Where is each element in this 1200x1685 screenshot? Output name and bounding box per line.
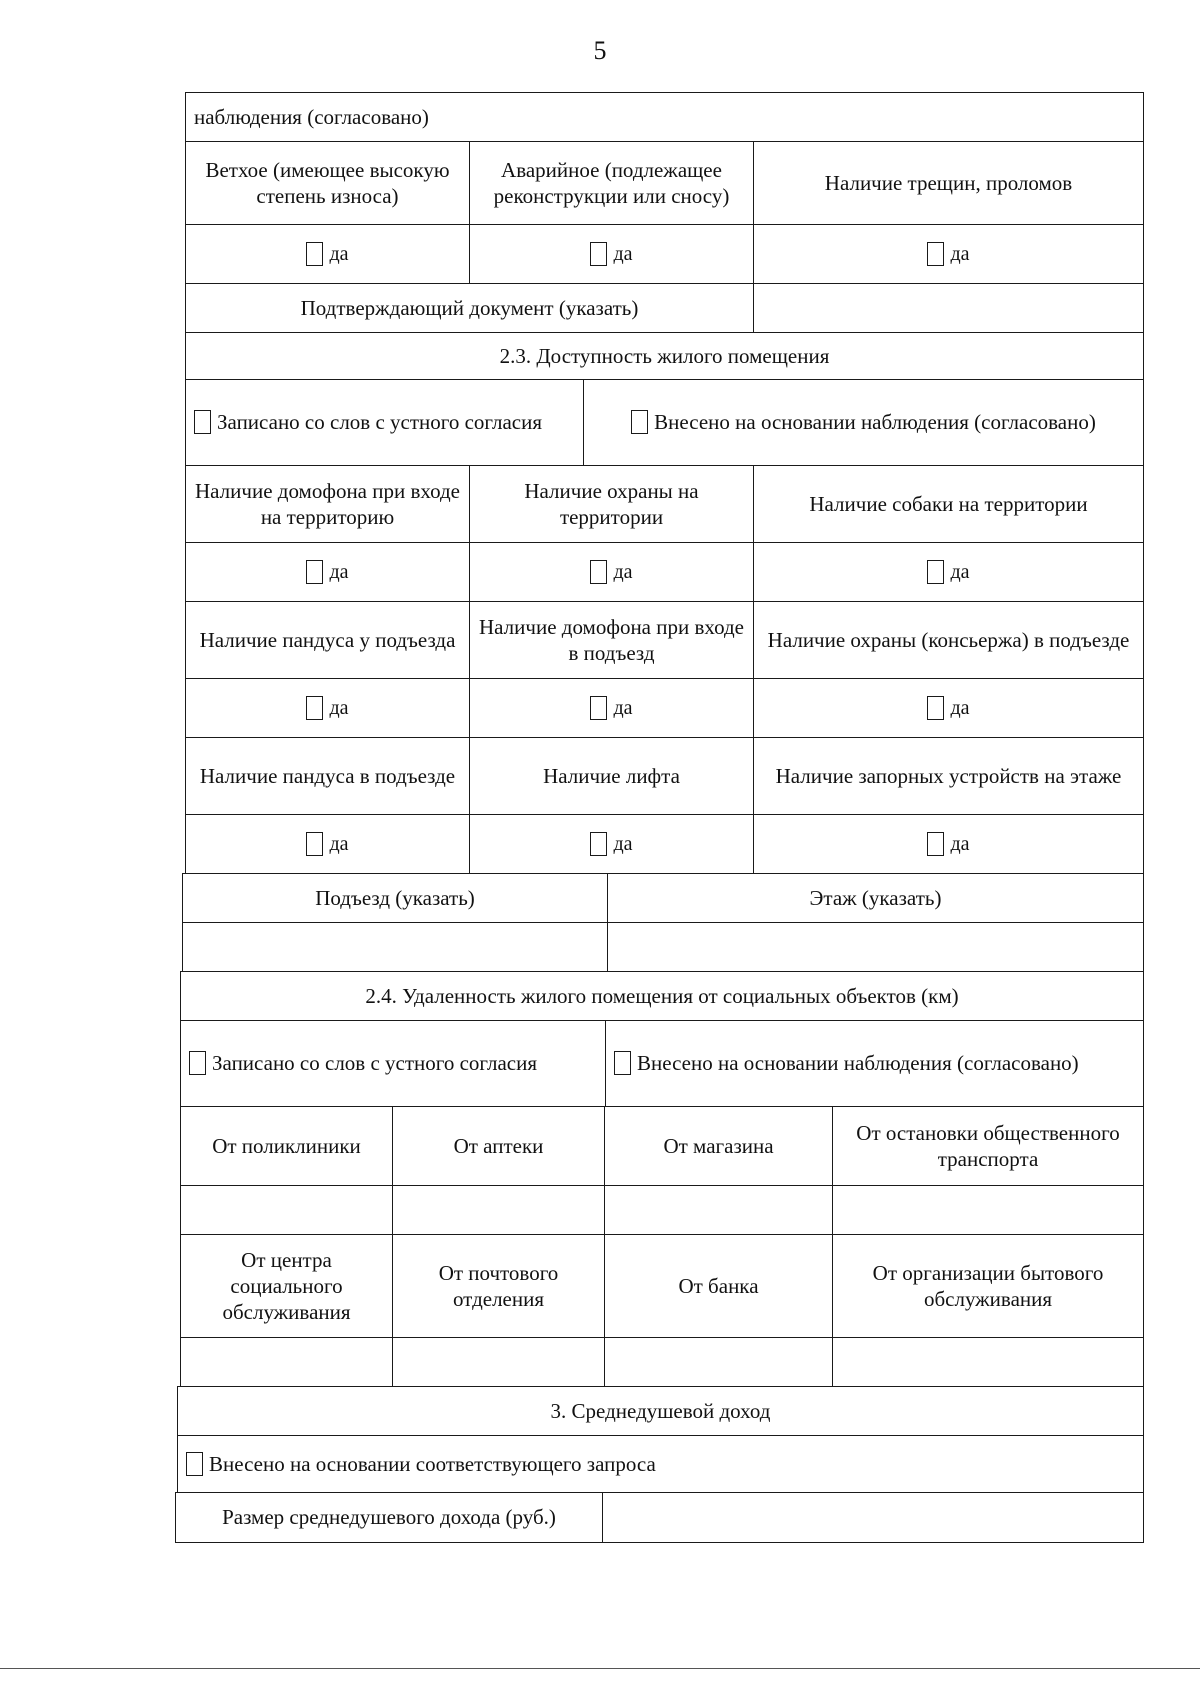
header-shop: [604, 1106, 833, 1186]
income-label: [175, 1492, 603, 1543]
intercom-territory-checkbox[interactable]: [306, 560, 323, 584]
supporting-document-text: Подтверждающий документ (указать): [300, 295, 639, 320]
header-intercom-territory-text: Наличие домофона при входе на территорию: [195, 478, 460, 529]
entrance-label-text: Подъезд (указать): [315, 885, 475, 910]
s24-observed-text: Внесено на основании наблюдения (согласовано): [637, 1051, 1079, 1076]
s24-oral-text: Записано со слов с устного согласия: [212, 1051, 537, 1076]
yes-label: да: [613, 832, 633, 855]
header-guard-entrance: [753, 601, 1144, 679]
post-distance-field[interactable]: [392, 1337, 605, 1387]
s3-request-row[interactable]: [177, 1435, 1144, 1493]
pharmacy-distance-field[interactable]: [392, 1185, 605, 1235]
header-locks-text: Наличие запорных устройств на этаже: [775, 763, 1122, 788]
header-bank-text: От банка: [678, 1273, 759, 1298]
header-pharmacy-text: От аптеки: [453, 1133, 544, 1158]
header-stop-text: От остановки общественного транспорта: [856, 1120, 1120, 1171]
s23-observed-checkbox[interactable]: [631, 410, 648, 434]
header-stop: [832, 1106, 1144, 1186]
entrance-field[interactable]: [182, 922, 608, 972]
header-clinic: [180, 1106, 393, 1186]
header-intercom-territory: [185, 465, 470, 543]
s3-request-checkbox[interactable]: [186, 1452, 203, 1476]
header-pharmacy: [392, 1106, 605, 1186]
header-ramp-inside-text: Наличие пандуса в подъезде: [199, 763, 456, 788]
header-services-text: От организации бытового обслуживания: [872, 1260, 1104, 1311]
header-emergency: [469, 141, 754, 225]
section-2-3-title-text: 2.3. Доступность жилого помещения: [499, 343, 830, 368]
header-emergency-text: Аварийное (подлежащее реконструкции или сносу): [493, 157, 730, 208]
s3-request-text: Внесено на основании соответствующего запроса: [209, 1451, 656, 1476]
supporting-document-label: [185, 283, 754, 333]
guard-territory-checkbox[interactable]: [590, 560, 607, 584]
elevator-checkbox[interactable]: [590, 832, 607, 856]
header-dog: [753, 465, 1144, 543]
header-dilapidated: [185, 141, 470, 225]
header-cracks: [753, 141, 1144, 225]
header-guard-entrance-text: Наличие охраны (консьержа) в подъезде: [767, 627, 1130, 652]
observation-continued-text: наблюдения (согласовано): [194, 104, 429, 129]
observation-continued-row: [185, 92, 1144, 142]
guard-entrance-checkbox[interactable]: [927, 696, 944, 720]
header-locks: [753, 737, 1144, 815]
yes-label: да: [329, 832, 349, 855]
dilapidated-checkbox[interactable]: [306, 242, 323, 266]
header-ramp-inside: [185, 737, 470, 815]
header-clinic-text: От поликлиники: [212, 1133, 361, 1158]
intercom-entrance-checkbox[interactable]: [590, 696, 607, 720]
dog-checkbox[interactable]: [927, 560, 944, 584]
services-distance-field[interactable]: [832, 1337, 1144, 1387]
locks-checkbox[interactable]: [927, 832, 944, 856]
header-dilapidated-text: Ветхое (имеющее высокую степень износа): [205, 157, 450, 208]
emergency-yes-cell[interactable]: [469, 224, 754, 284]
s24-observed-checkbox[interactable]: [614, 1051, 631, 1075]
intercom-territory-yes-cell[interactable]: [185, 542, 470, 602]
s23-oral-checkbox[interactable]: [194, 410, 211, 434]
header-bank: [604, 1234, 833, 1338]
section-2-4-title: [180, 971, 1144, 1021]
yes-label: да: [329, 560, 349, 583]
header-cracks-text: Наличие трещин, проломов: [824, 170, 1073, 195]
intercom-entrance-yes-cell[interactable]: [469, 678, 754, 738]
yes-label: да: [613, 696, 633, 719]
bank-distance-field[interactable]: [604, 1337, 833, 1387]
ramp-inside-checkbox[interactable]: [306, 832, 323, 856]
clinic-distance-field[interactable]: [180, 1185, 393, 1235]
yes-label: да: [613, 560, 633, 583]
header-ramp-entrance: [185, 601, 470, 679]
section-2-3-title: [185, 332, 1144, 380]
floor-field[interactable]: [607, 922, 1144, 972]
header-intercom-entrance-text: Наличие домофона при входе в подъезд: [479, 614, 744, 665]
dilapidated-yes-cell[interactable]: [185, 224, 470, 284]
s23-observed[interactable]: [583, 379, 1144, 466]
yes-label: да: [613, 242, 633, 265]
guard-territory-yes-cell[interactable]: [469, 542, 754, 602]
header-ramp-entrance-text: Наличие пандуса у подъезда: [199, 627, 456, 652]
header-post-text: От почтового отделения: [438, 1260, 559, 1311]
header-post: [392, 1234, 605, 1338]
header-shop-text: От магазина: [663, 1133, 774, 1158]
header-social-center-text: От центра социального обслуживания: [222, 1247, 351, 1325]
dog-yes-cell[interactable]: [753, 542, 1144, 602]
yes-label: да: [329, 242, 349, 265]
header-elevator-text: Наличие лифта: [543, 763, 680, 788]
floor-label: [607, 873, 1144, 923]
ramp-inside-yes-cell[interactable]: [185, 814, 470, 874]
header-social-center: [180, 1234, 393, 1338]
guard-entrance-yes-cell[interactable]: [753, 678, 1144, 738]
yes-label: да: [950, 560, 970, 583]
section-3-title: [177, 1386, 1144, 1436]
yes-label: да: [950, 242, 970, 265]
income-field[interactable]: [602, 1492, 1144, 1543]
entrance-label: [182, 873, 608, 923]
header-intercom-entrance: [469, 601, 754, 679]
cracks-yes-cell[interactable]: [753, 224, 1144, 284]
header-dog-text: Наличие собаки на территории: [809, 491, 1088, 516]
shop-distance-field[interactable]: [604, 1185, 833, 1235]
header-guard-territory-text: Наличие охраны на территории: [524, 478, 699, 529]
ramp-entrance-checkbox[interactable]: [306, 696, 323, 720]
stop-distance-field[interactable]: [832, 1185, 1144, 1235]
emergency-checkbox[interactable]: [590, 242, 607, 266]
locks-yes-cell[interactable]: [753, 814, 1144, 874]
s23-observed-text: Внесено на основании наблюдения (согласовано): [654, 410, 1096, 435]
s23-oral-consent[interactable]: [185, 379, 584, 466]
yes-label: да: [950, 696, 970, 719]
income-label-text: Размер среднедушевого дохода (руб.): [222, 1505, 556, 1530]
social-center-distance-field[interactable]: [180, 1337, 393, 1387]
s24-observed[interactable]: [605, 1020, 1144, 1107]
section-3-title-text: 3. Среднедушевой доход: [550, 1398, 771, 1423]
yes-label: да: [950, 832, 970, 855]
header-guard-territory: [469, 465, 754, 543]
floor-label-text: Этаж (указать): [809, 885, 942, 910]
cracks-checkbox[interactable]: [927, 242, 944, 266]
yes-label: да: [329, 696, 349, 719]
ramp-entrance-yes-cell[interactable]: [185, 678, 470, 738]
s23-oral-text: Записано со слов с устного согласия: [217, 410, 542, 435]
header-services: [832, 1234, 1144, 1338]
elevator-yes-cell[interactable]: [469, 814, 754, 874]
page-number: 5: [593, 36, 607, 65]
s24-oral-consent[interactable]: [180, 1020, 606, 1107]
header-elevator: [469, 737, 754, 815]
section-2-4-title-text: 2.4. Удаленность жилого помещения от социальных объектов (км): [365, 983, 959, 1008]
scan-bottom-edge: [0, 1668, 1200, 1669]
supporting-document-field[interactable]: [753, 283, 1144, 333]
s24-oral-checkbox[interactable]: [189, 1051, 206, 1075]
